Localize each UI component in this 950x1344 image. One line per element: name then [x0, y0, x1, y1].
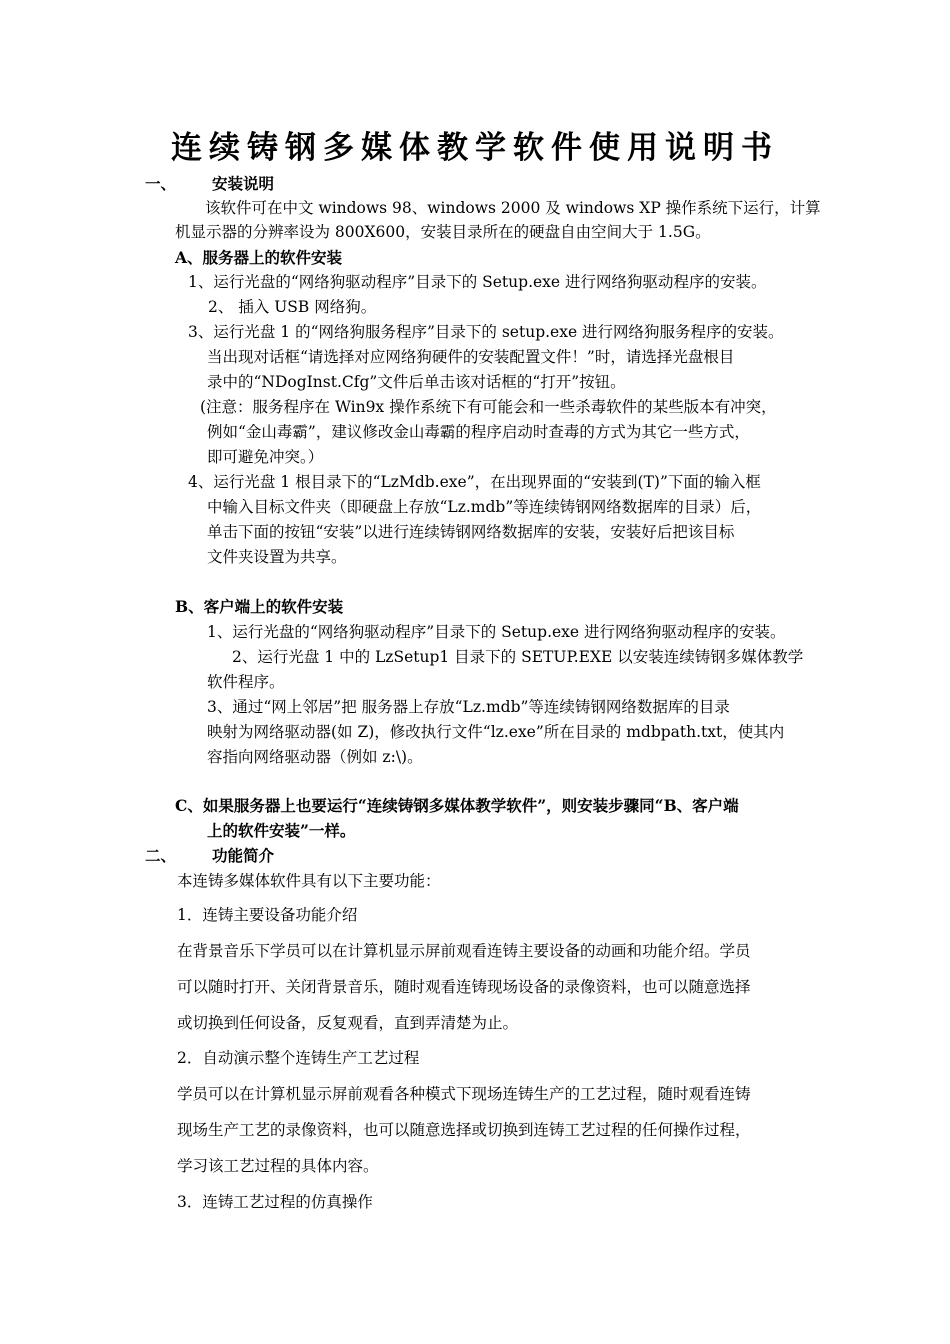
section-2-heading [145, 846, 274, 866]
list-item: 3、通过“网上邻居”把 服务器上存放“Lz.mdb”等连续铸钢网络数据库的目录 [207, 698, 730, 716]
list-item: 1、运行光盘的“网络狗驱动程序”目录下的 Setup.exe 进行网络狗驱动程序的安装。 [207, 623, 786, 641]
list-item-continuation: 文件夹设置为共享。 [207, 548, 347, 566]
list-item: 2、 插入 USB 网络狗。 [208, 298, 377, 316]
note-line: 例如“金山毒霸”，建议修改金山毒霸的程序启动时查毒的方式为其它一些方式， [207, 423, 750, 441]
section-1-number: 一、 [145, 174, 177, 193]
section-2-title: 功能简介 [212, 846, 275, 865]
feature-2-heading: 2．自动演示整个连铸生产工艺过程 [177, 1049, 420, 1067]
paragraph-line: 该软件可在中文 windows 98、windows 2000 及 windows XP 操作系统下运行，计算 [205, 199, 821, 217]
intro-text: 本连铸多媒体软件具有以下主要功能： [177, 872, 441, 890]
document-title: 连续铸钢多媒体教学软件使用说明书 [171, 130, 779, 166]
section-1-heading [145, 174, 274, 194]
feature-1-text: 在背景音乐下学员可以在计算机显示屏前观看连铸主要设备的动画和功能介绍。学员 [177, 942, 751, 960]
list-item: 2、运行光盘 1 中的 LzSetup1 目录下的 SETUP.EXE 以安装连续铸钢多媒体教学 [232, 648, 804, 666]
feature-1-heading: 1．连铸主要设备功能介绍 [177, 906, 358, 924]
list-item-continuation: 当出现对话框“请选择对应网络狗硬件的安装配置文件！”时，请选择光盘根目 [207, 348, 735, 366]
feature-1-text: 或切换到任何设备，反复观看，直到弄清楚为止。 [177, 1014, 519, 1032]
list-item-continuation: 单击下面的按钮“安装”以进行连续铸钢网络数据库的安装，安装好后把该目标 [207, 523, 735, 541]
list-item: 4、运行光盘 1 根目录下的“LzMdb.exe”，在出现界面的“安装到(T)”下面的输入框 [188, 473, 761, 491]
list-item: 3、运行光盘 1 的“网络狗服务程序”目录下的 setup.exe 进行网络狗服务程序的安装。 [188, 323, 784, 341]
section-1-title: 安装说明 [212, 174, 275, 193]
feature-3-heading: 3．连铸工艺过程的仿真操作 [177, 1193, 373, 1211]
list-item-continuation: 软件程序。 [207, 673, 285, 691]
section-2-number: 二、 [145, 846, 177, 865]
subsection-c-line: C、如果服务器上也要运行“连续铸钢多媒体教学软件”，则安装步骤同“B、客户端 [175, 796, 739, 815]
list-item-continuation: 映射为网络驱动器(如 Z)，修改执行文件“lz.exe”所在目录的 mdbpath.txt，使其内 [207, 723, 785, 741]
list-item: 1、运行光盘的“网络狗驱动程序”目录下的 Setup.exe 进行网络狗驱动程序的安装。 [188, 273, 767, 291]
feature-1-text: 可以随时打开、关闭背景音乐，随时观看连铸现场设备的录像资料，也可以随意选择 [177, 978, 751, 996]
feature-2-text: 学习该工艺过程的具体内容。 [177, 1157, 379, 1175]
note-line: 即可避免冲突。） [207, 448, 324, 466]
note-line: (注意：服务程序在 Win9x 操作系统下有可能会和一些杀毒软件的某些版本有冲突， [200, 398, 777, 416]
list-item-continuation: 录中的“NDogInst.Cfg”文件后单击该对话框的“打开”按钮。 [207, 373, 626, 391]
paragraph-line: 机显示器的分辨率设为 800X600，安装目录所在的硬盘自由空间大于 1.5G。 [175, 223, 711, 241]
subsection-a-heading: A、服务器上的软件安装 [175, 248, 343, 267]
list-item-continuation: 容指向网络驱动器（例如 z:\)。 [207, 748, 423, 766]
subsection-b-heading: B、客户端上的软件安装 [175, 597, 344, 616]
subsection-c-line: 上的软件安装”一样。 [207, 821, 356, 840]
feature-2-text: 现场生产工艺的录像资料，也可以随意选择或切换到连铸工艺过程的任何操作过程， [177, 1121, 751, 1139]
list-item-continuation: 中输入目标文件夹（即硬盘上存放“Lz.mdb”等连续铸钢网络数据库的目录）后， [207, 498, 762, 516]
feature-2-text: 学员可以在计算机显示屏前观看各种模式下现场连铸生产的工艺过程，随时观看连铸 [177, 1085, 751, 1103]
